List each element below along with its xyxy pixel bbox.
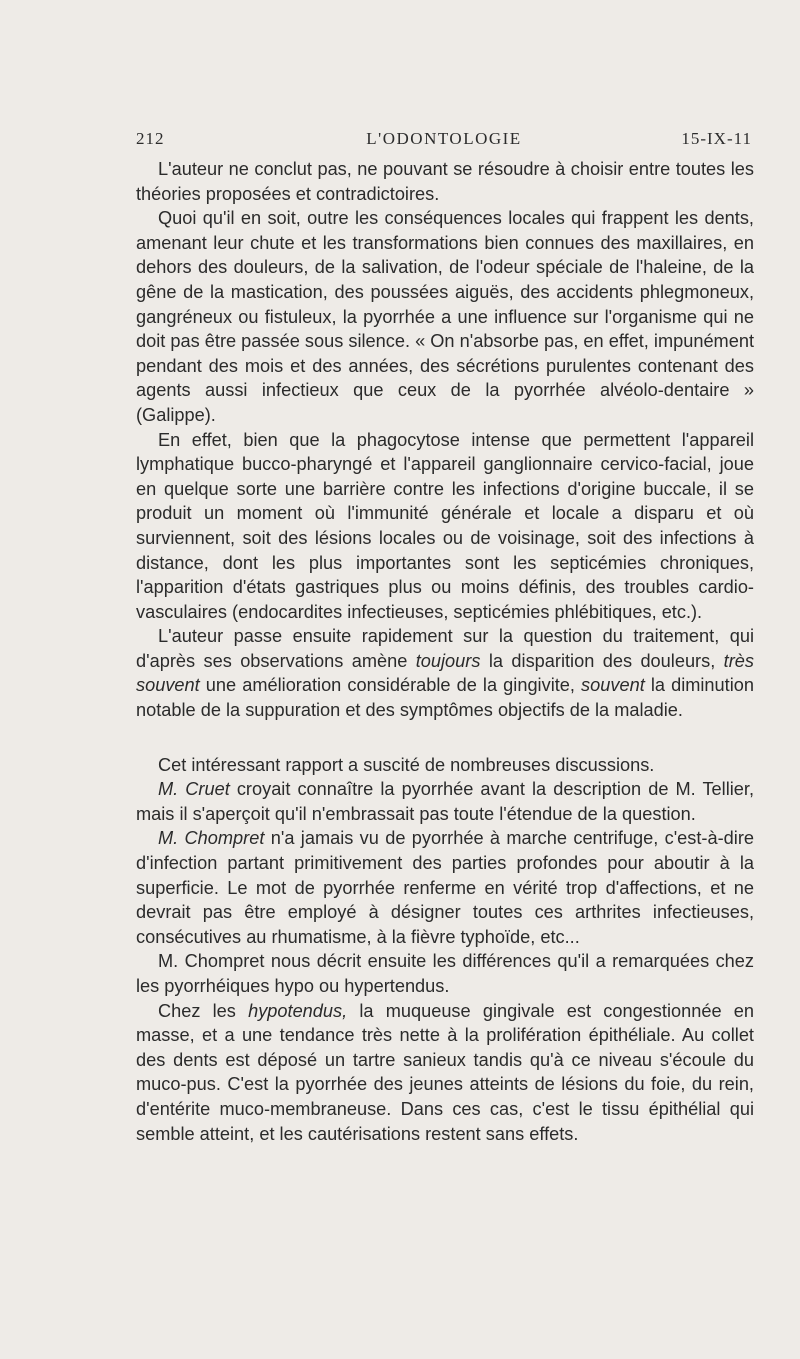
article-body xyxy=(136,157,754,1146)
emphasis: souvent xyxy=(581,675,645,696)
paragraph-6 xyxy=(136,777,754,826)
speaker-name: Chompret xyxy=(184,828,265,849)
journal-title: L'ODONTOLOGIE xyxy=(366,129,522,148)
section-gap xyxy=(136,723,754,753)
paragraph-2: Quoi qu'il en soit, outre les conséquences locales qui frappent les dents, amenant leur chute et les transformations bien connues des maxillaires, en dehors des douleurs, de la salivation, de l'odeur spéciale de l'haleine, de la gêne de la mastication, des poussées aiguës, des accidents phlegmoneux, gangréneux ou fistuleux, la pyorrhée a une influence sur l'organisme qui ne doit pas être passée sous silence. « On n'absorbe pas, en effet, impunément pendant des mois et des années, des sécrétions purulentes contenant des agents aussi infectieux que ceux de la pyorrhée alvéolo-dentaire » (Galippe). xyxy=(136,208,754,425)
emphasis: toujours xyxy=(415,650,481,671)
paragraph-1: L'auteur ne conclut pas, ne pouvant se résoudre à choisir entre toutes les théories proposées et contradictoires. xyxy=(136,159,754,204)
paragraph-8: M. Chompret nous décrit ensuite les différences qu'il a remarquées chez les pyorrhéiques hypo ou hypertendus. xyxy=(136,951,754,996)
page-number: 212 xyxy=(136,129,165,148)
text-run: la diminution notable de la suppuration et des symptômes objectifs de la maladie. xyxy=(136,675,754,721)
text-run: Chez les xyxy=(158,1000,249,1021)
running-header xyxy=(136,129,752,155)
text-run: la disparition des douleurs, xyxy=(480,650,724,671)
text-run: croyait connaître la pyorrhée avant la description de M. Tellier, mais il s'aperçoit qu'il n'embrassait pas toute l'étendue de la question. xyxy=(136,779,755,824)
paragraph-4 xyxy=(136,624,754,722)
text-run: la muqueuse gingivale est congestionnée en masse, et a une tendance très nette à la prolifération épithéliale. Au collet des dents est déposé un tartre sanieux tandis qu'à ce niveau s'écoule du muco-pus. C'est la pyorrhée des jeunes atteints de lésions du foie, du rein, d'entérite muco-membraneuse. Dans ces cas, c'est le tissu épithélial qui semble atteint, et les cautérisations restent sans effets. xyxy=(136,1000,754,1144)
speaker-prefix: M. xyxy=(158,828,185,849)
paragraph-7 xyxy=(136,826,754,949)
text-run: L'auteur passe ensuite rapidement sur la question du traitement, qui d'après ses observations amène xyxy=(136,626,754,671)
emphasis: hypotendus, xyxy=(248,1000,348,1021)
paragraph-3: En effet, bien que la phagocytose intense que permettent l'appareil lymphatique bucco-pharyngé et l'appareil ganglionnaire cervico-facial, joue en quelque sorte une barrière contre les infections d'origine buccale, il se produit un moment où l'immunité générale et locale a disparu et où surviennent, soit des lésions locales ou de voisinage, soit des infections à distance, dont les plus importantes sont les septicémies chroniques, l'apparition d'états gastriques plus ou moins définis, des troubles cardio-vasculaires (endocardites infectieuses, septicémies phlébitiques, etc.). xyxy=(136,429,754,622)
speaker-name: Cruet xyxy=(185,779,230,800)
paragraph-9 xyxy=(136,999,754,1147)
emphasis: très souvent xyxy=(136,650,754,696)
text-run: n'a jamais vu de pyorrhée à marche centrifuge, c'est-à-dire d'infection partant primitivement des parties profondes pour aboutir à la superficie. Le mot de pyorrhée renferme en vérité trop d'affections, et ne devrait pas être employé à désigner toutes ces arthrites infectieuses, consécutives au rhumatisme, à la fièvre typhoïde, etc... xyxy=(136,828,754,947)
text-run: une amélioration considérable de la gingivite, xyxy=(199,675,582,696)
speaker-prefix: M. xyxy=(158,779,186,800)
paragraph-5: Cet intéressant rapport a suscité de nombreuses discussions. xyxy=(158,754,655,775)
issue-date: 15-IX-11 xyxy=(681,129,752,148)
